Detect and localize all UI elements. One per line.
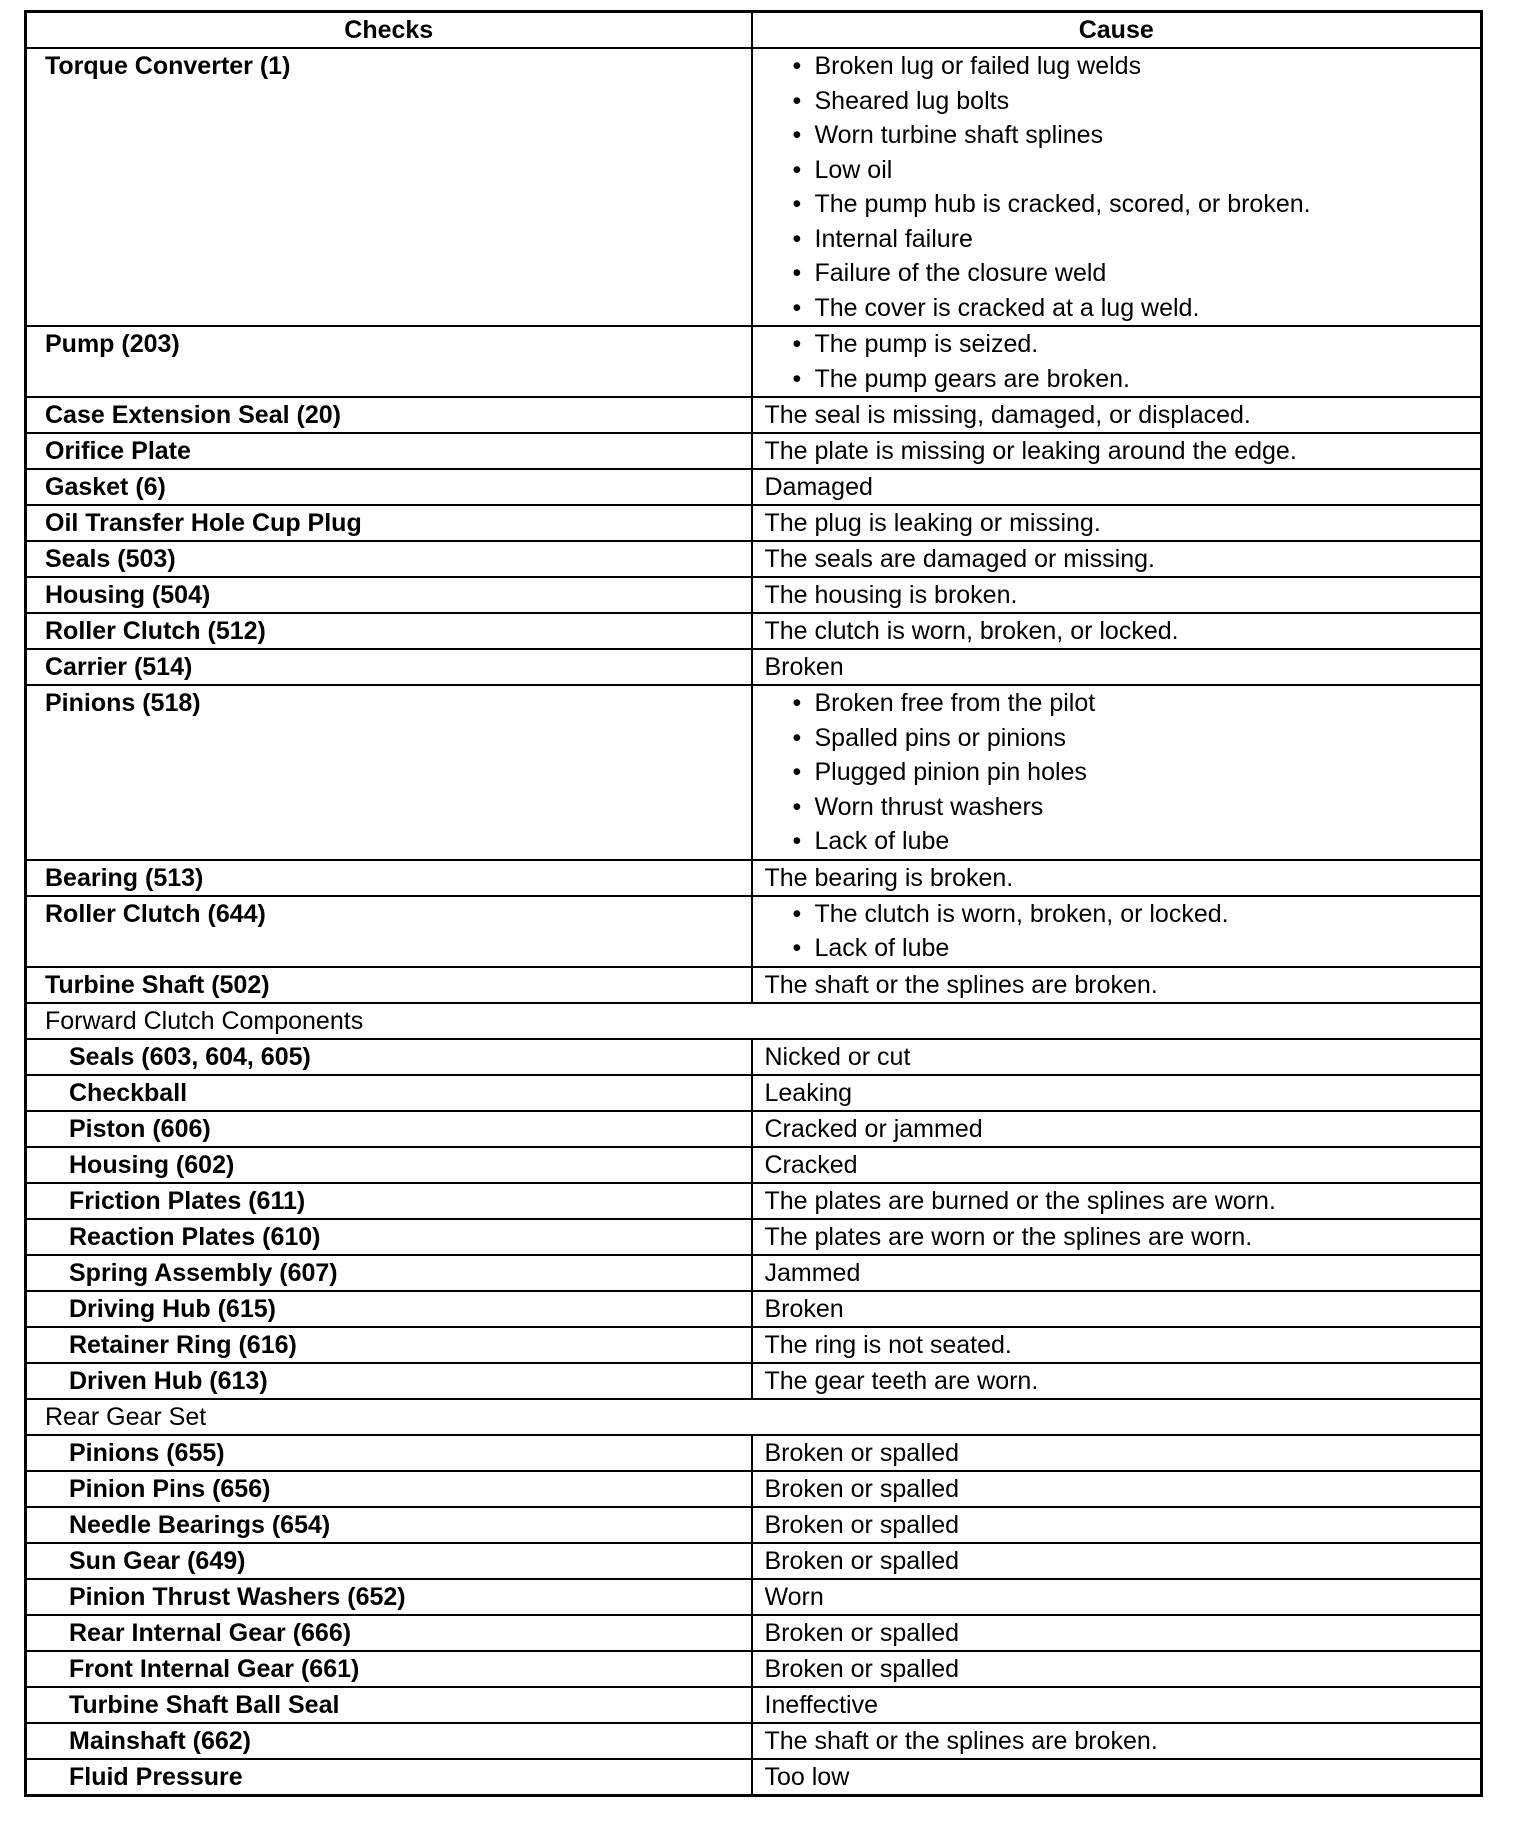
check-cell: Sun Gear (649) (26, 1543, 752, 1579)
table-row (26, 1147, 1482, 1183)
cause-text: Lack of lube (814, 827, 950, 855)
cause-text: Low oil (814, 155, 893, 184)
cause-text: Internal failure (814, 224, 973, 253)
check-cell: Mainshaft (662) (26, 1723, 752, 1759)
cause-bullet-item (792, 118, 1481, 153)
cause-cell: Damaged (752, 469, 1482, 505)
cause-cell: Broken (752, 1291, 1482, 1327)
table-row (26, 397, 1482, 433)
bullet-icon: • (792, 190, 802, 218)
cause-cell (752, 48, 1482, 326)
cause-cell: Broken or spalled (752, 1471, 1482, 1507)
table-row (26, 967, 1482, 1003)
cause-cell: Broken or spalled (752, 1615, 1482, 1651)
table-row (26, 1723, 1482, 1759)
section-row (26, 1003, 1482, 1039)
cause-bullet-item (792, 187, 1481, 222)
bullet-icon: • (792, 259, 802, 287)
table-row (26, 48, 1482, 326)
check-cell: Oil Transfer Hole Cup Plug (26, 505, 752, 541)
check-cell: Pinions (518) (26, 685, 752, 860)
table-row (26, 1039, 1482, 1075)
cause-text: The cover is cracked at a lug weld. (814, 293, 1200, 322)
check-cell: Rear Internal Gear (666) (26, 1615, 752, 1651)
cause-bullet-list (771, 897, 1481, 966)
table-row (26, 613, 1482, 649)
table-row (26, 1543, 1482, 1579)
cause-cell: The gear teeth are worn. (752, 1363, 1482, 1399)
section-heading: Rear Gear Set (26, 1399, 1482, 1435)
bullet-icon: • (792, 792, 802, 821)
cause-cell: Leaking (752, 1075, 1482, 1111)
check-cell: Piston (606) (26, 1111, 752, 1147)
check-cell: Checkball (26, 1075, 752, 1111)
check-cell: Spring Assembly (607) (26, 1255, 752, 1291)
cause-cell: Ineffective (752, 1687, 1482, 1723)
cause-cell: Worn (752, 1579, 1482, 1615)
cause-text: Failure of the closure weld (814, 259, 1107, 287)
check-cell: Roller Clutch (644) (26, 896, 752, 967)
cause-text: Broken lug or failed lug welds (814, 52, 1142, 80)
table-row (26, 1075, 1482, 1111)
cause-cell: The clutch is worn, broken, or locked. (752, 613, 1482, 649)
table-row (26, 1615, 1482, 1651)
bullet-icon: • (792, 899, 802, 928)
bullet-icon: • (792, 121, 802, 149)
check-cell: Driven Hub (613) (26, 1363, 752, 1399)
cause-cell (752, 896, 1482, 967)
check-cell: Pump (203) (26, 326, 752, 397)
cause-text: Spalled pins or pinions (814, 723, 1067, 752)
cause-cell: Too low (752, 1759, 1482, 1796)
cause-bullet-item (792, 686, 1481, 721)
check-cell: Pinion Pins (656) (26, 1471, 752, 1507)
table-row (26, 326, 1482, 397)
cause-cell: The plates are worn or the splines are worn. (752, 1219, 1482, 1255)
check-cell: Front Internal Gear (661) (26, 1651, 752, 1687)
table-row (26, 505, 1482, 541)
cause-bullet-list (771, 327, 1481, 396)
table-row (26, 685, 1482, 860)
bullet-icon: • (792, 364, 802, 393)
check-cell: Housing (602) (26, 1147, 752, 1183)
cause-cell: Jammed (752, 1255, 1482, 1291)
bullet-icon: • (792, 827, 802, 855)
cause-bullet-item (792, 222, 1481, 257)
cause-cell: Broken or spalled (752, 1507, 1482, 1543)
cause-cell: The seal is missing, damaged, or displaced. (752, 397, 1482, 433)
bullet-icon: • (792, 155, 802, 184)
cause-bullet-item (792, 327, 1481, 362)
table-row (26, 577, 1482, 613)
cause-cell: The plate is missing or leaking around the edge. (752, 433, 1482, 469)
cause-text: The pump is seized. (814, 330, 1039, 358)
cause-bullet-item (792, 291, 1481, 326)
table-row (26, 1687, 1482, 1723)
table-row (26, 1183, 1482, 1219)
check-cell: Orifice Plate (26, 433, 752, 469)
table-row (26, 1111, 1482, 1147)
table-row (26, 1363, 1482, 1399)
check-cell: Roller Clutch (512) (26, 613, 752, 649)
check-cell: Driving Hub (615) (26, 1291, 752, 1327)
table-row (26, 1507, 1482, 1543)
table-header (26, 12, 1482, 49)
table-row (26, 1651, 1482, 1687)
cause-bullet-item (792, 755, 1481, 790)
cause-cell: Broken or spalled (752, 1543, 1482, 1579)
cause-bullet-item (792, 721, 1481, 756)
cause-bullet-item (792, 84, 1481, 119)
table-row (26, 1291, 1482, 1327)
section-heading: Forward Clutch Components (26, 1003, 1482, 1039)
table-row (26, 1219, 1482, 1255)
cause-text: The clutch is worn, broken, or locked. (814, 899, 1229, 928)
table-row (26, 1579, 1482, 1615)
check-cell: Friction Plates (611) (26, 1183, 752, 1219)
cause-text: Broken free from the pilot (814, 689, 1096, 717)
cause-cell: The plug is leaking or missing. (752, 505, 1482, 541)
check-cell: Reaction Plates (610) (26, 1219, 752, 1255)
table-row (26, 1471, 1482, 1507)
checks-column-header: Checks (26, 12, 752, 49)
cause-cell: Broken or spalled (752, 1651, 1482, 1687)
table-row (26, 541, 1482, 577)
cause-bullet-item (792, 931, 1481, 966)
bullet-icon: • (792, 723, 802, 752)
header-row (26, 12, 1482, 49)
cause-cell: Broken or spalled (752, 1435, 1482, 1471)
cause-text: Worn turbine shaft splines (814, 121, 1104, 149)
cause-cell: The seals are damaged or missing. (752, 541, 1482, 577)
cause-cell (752, 326, 1482, 397)
cause-cell: The ring is not seated. (752, 1327, 1482, 1363)
cause-text: The pump gears are broken. (814, 364, 1130, 393)
table-body (26, 48, 1482, 1795)
table-row (26, 649, 1482, 685)
table-row (26, 1255, 1482, 1291)
table-row (26, 1759, 1482, 1796)
check-cell: Seals (603, 604, 605) (26, 1039, 752, 1075)
section-row (26, 1399, 1482, 1435)
check-cell: Turbine Shaft (502) (26, 967, 752, 1003)
cause-cell: Nicked or cut (752, 1039, 1482, 1075)
cause-cell: The shaft or the splines are broken. (752, 1723, 1482, 1759)
check-cell: Housing (504) (26, 577, 752, 613)
table-row (26, 433, 1482, 469)
cause-cell (752, 685, 1482, 860)
cause-cell: Cracked or jammed (752, 1111, 1482, 1147)
check-cell: Fluid Pressure (26, 1759, 752, 1796)
check-cell: Pinions (655) (26, 1435, 752, 1471)
bullet-icon: • (792, 293, 802, 322)
table-row (26, 860, 1482, 896)
bullet-icon: • (792, 330, 802, 358)
cause-bullet-list (771, 49, 1481, 325)
table-row (26, 1435, 1482, 1471)
cause-bullet-item (792, 790, 1481, 825)
bullet-icon: • (792, 689, 802, 717)
table-row (26, 469, 1482, 505)
cause-bullet-item (792, 897, 1481, 932)
check-cell: Bearing (513) (26, 860, 752, 896)
cause-cell: The shaft or the splines are broken. (752, 967, 1482, 1003)
cause-bullet-item (792, 824, 1481, 859)
check-cell: Pinion Thrust Washers (652) (26, 1579, 752, 1615)
cause-cell: The bearing is broken. (752, 860, 1482, 896)
cause-text: Worn thrust washers (814, 792, 1044, 821)
cause-bullet-item (792, 256, 1481, 291)
cause-cell: Broken (752, 649, 1482, 685)
bullet-icon: • (792, 224, 802, 253)
cause-text: Plugged pinion pin holes (814, 758, 1087, 786)
table-row (26, 896, 1482, 967)
cause-column-header: Cause (752, 12, 1482, 49)
bullet-icon: • (792, 934, 802, 962)
cause-bullet-list (771, 686, 1481, 859)
cause-cell: Cracked (752, 1147, 1482, 1183)
check-cell: Torque Converter (1) (26, 48, 752, 326)
cause-text: The pump hub is cracked, scored, or broken. (814, 190, 1311, 218)
check-cell: Carrier (514) (26, 649, 752, 685)
cause-cell: The plates are burned or the splines are worn. (752, 1183, 1482, 1219)
checks-causes-table (24, 10, 1483, 1797)
checks-causes-document (24, 10, 1480, 1797)
check-cell: Needle Bearings (654) (26, 1507, 752, 1543)
table-row (26, 1327, 1482, 1363)
cause-bullet-item (792, 362, 1481, 397)
check-cell: Turbine Shaft Ball Seal (26, 1687, 752, 1723)
cause-text: Sheared lug bolts (814, 86, 1010, 115)
cause-bullet-item (792, 49, 1481, 84)
cause-bullet-item (792, 153, 1481, 188)
bullet-icon: • (792, 758, 802, 786)
check-cell: Gasket (6) (26, 469, 752, 505)
check-cell: Case Extension Seal (20) (26, 397, 752, 433)
check-cell: Retainer Ring (616) (26, 1327, 752, 1363)
cause-cell: The housing is broken. (752, 577, 1482, 613)
check-cell: Seals (503) (26, 541, 752, 577)
bullet-icon: • (792, 86, 802, 115)
bullet-icon: • (792, 52, 802, 80)
cause-text: Lack of lube (814, 934, 950, 962)
